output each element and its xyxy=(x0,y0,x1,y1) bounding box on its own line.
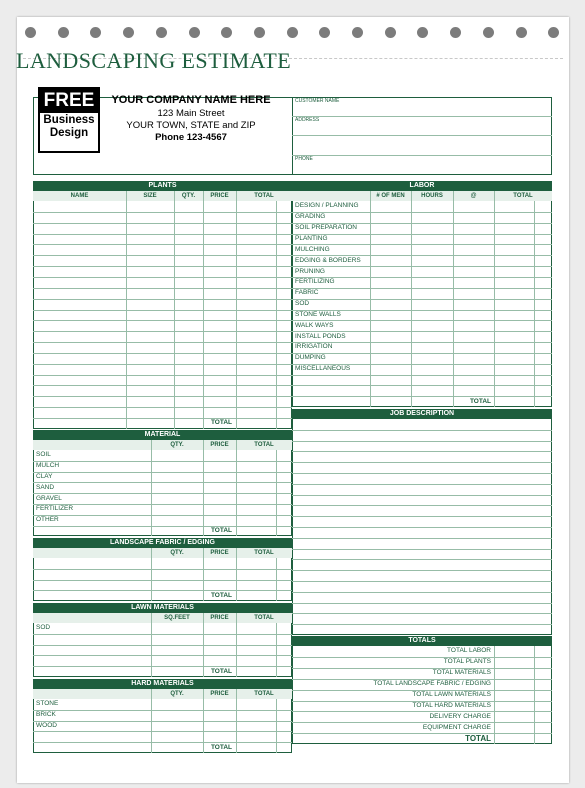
labor-row-line xyxy=(292,299,552,300)
material-column-header: PRICE xyxy=(210,442,229,448)
company-phone: Phone 123-4567 xyxy=(155,132,227,143)
job-description-line xyxy=(292,495,552,496)
material-row-line xyxy=(33,526,292,527)
fabric-title: LANDSCAPE FABRIC / EDGING xyxy=(33,538,292,548)
labor-total-label: TOTAL xyxy=(469,397,491,405)
company-street: 123 Main Street xyxy=(157,108,225,119)
plants-row-line xyxy=(33,385,292,386)
material-column-line xyxy=(203,440,204,536)
labor-item-label: SOD xyxy=(295,300,310,308)
material-row-line xyxy=(33,472,292,473)
labor-row-line xyxy=(292,396,552,397)
fabric-total-split xyxy=(276,558,277,601)
fabric-row-line xyxy=(33,580,292,581)
job-description-line xyxy=(292,484,552,485)
labor-item-label: STONE WALLS xyxy=(295,310,341,318)
labor-row-line xyxy=(292,212,552,213)
labor-column-header: @ xyxy=(470,193,477,199)
hard-column-header: QTY. xyxy=(170,691,184,697)
labor-item-label: INSTALL PONDS xyxy=(295,332,346,340)
lawn-total-label: TOTAL xyxy=(210,667,232,675)
labor-item-label: MULCHING xyxy=(295,245,330,253)
plants-section xyxy=(33,181,292,429)
logo-line-2: Design xyxy=(49,127,89,139)
plants-column-header: QTY. xyxy=(181,193,196,199)
plants-row-line xyxy=(33,375,292,376)
customer-name-label: CUSTOMER NAME xyxy=(295,98,340,104)
fabric-row-line xyxy=(33,590,292,591)
plants-row-line xyxy=(33,331,292,332)
hard-row-line xyxy=(33,721,292,722)
totals-item-label: TOTAL LABOR xyxy=(447,647,491,655)
binder-hole-icon xyxy=(90,27,101,38)
binder-hole-icon xyxy=(287,27,298,38)
binder-hole-icon xyxy=(319,27,330,38)
binder-hole-icon xyxy=(450,27,461,38)
totals-item-label: TOTAL HARD MATERIALS xyxy=(412,701,491,709)
customer-address-label: ADDRESS xyxy=(295,117,320,123)
binder-hole-icon xyxy=(221,27,232,38)
plants-title: PLANTS xyxy=(33,181,292,191)
grand-total-label: TOTAL xyxy=(465,733,491,743)
material-total-split xyxy=(276,450,277,536)
hard-item-label: STONE xyxy=(36,700,59,708)
logo-free-text: FREE xyxy=(40,89,98,113)
labor-item-label: WALK WAYS xyxy=(295,321,334,329)
material-item-label: GRAVEL xyxy=(36,494,62,502)
fabric-total-label: TOTAL xyxy=(210,591,232,599)
material-column-header: TOTAL xyxy=(254,442,274,448)
material-row-line xyxy=(33,493,292,494)
labor-row-line xyxy=(292,244,552,245)
hard-column-header: PRICE xyxy=(210,691,229,697)
job-description-line xyxy=(292,559,552,560)
job-description-line xyxy=(292,473,552,474)
plants-row-line xyxy=(33,234,292,235)
labor-item-label: PRUNING xyxy=(295,267,325,275)
fabric-column-header: PRICE xyxy=(210,550,229,556)
plants-row-line xyxy=(33,288,292,289)
labor-column-header: HOURS xyxy=(421,193,443,199)
hard-row-line xyxy=(33,742,292,743)
header-divider xyxy=(292,97,293,175)
lawn-item-label: SOD xyxy=(36,624,51,632)
binder-hole-icon xyxy=(548,27,559,38)
binder-hole-icon xyxy=(417,27,428,38)
totals-item-label: TOTAL LANDSCAPE FABRIC / EDGING xyxy=(373,680,491,688)
hard-total-label: TOTAL xyxy=(210,743,232,751)
material-row-line xyxy=(33,482,292,483)
customer-phone-label: PHONE xyxy=(295,156,313,162)
plants-row-line xyxy=(33,299,292,300)
plants-column-header: SIZE xyxy=(143,193,157,199)
binder-hole-icon xyxy=(189,27,200,38)
labor-row-line xyxy=(292,353,552,354)
plants-row-line xyxy=(33,342,292,343)
plants-row-line xyxy=(33,418,292,419)
lawn-row-line xyxy=(33,666,292,667)
binder-hole-icon xyxy=(58,27,69,38)
phone-field-line[interactable] xyxy=(292,155,552,156)
labor-row-line xyxy=(292,288,552,289)
job-description-line xyxy=(292,451,552,452)
labor-item-label: IRRIGATION xyxy=(295,343,333,351)
plants-row-line xyxy=(33,407,292,408)
plants-row-line xyxy=(33,310,292,311)
material-item-label: MULCH xyxy=(36,462,60,470)
hard-column-header: TOTAL xyxy=(254,691,274,697)
plants-row-line xyxy=(33,320,292,321)
labor-item-label: DUMPING xyxy=(295,354,326,362)
job-description-section xyxy=(292,409,552,635)
material-column-line xyxy=(151,440,152,536)
labor-item-label: PLANTING xyxy=(295,234,328,242)
lawn-title: LAWN MATERIALS xyxy=(33,603,292,613)
binder-hole-icon xyxy=(156,27,167,38)
hard-item-label: BRICK xyxy=(36,711,56,719)
material-item-label: SOIL xyxy=(36,451,51,459)
labor-title: LABOR xyxy=(292,181,552,191)
labor-item-label: FERTILIZING xyxy=(295,278,335,286)
material-item-label: OTHER xyxy=(36,516,59,524)
labor-item-label: EDGING & BORDERS xyxy=(295,256,361,264)
customer-field-line[interactable] xyxy=(292,116,552,117)
plants-row-line xyxy=(33,353,292,354)
job-description-line xyxy=(292,441,552,442)
totals-amount-line xyxy=(494,646,495,744)
labor-item-label: DESIGN / PLANNING xyxy=(295,202,359,210)
company-logo xyxy=(38,87,100,153)
plants-row-line xyxy=(33,255,292,256)
binder-hole-icon xyxy=(516,27,527,38)
labor-column-header: TOTAL xyxy=(513,193,533,199)
material-title: MATERIAL xyxy=(33,430,292,440)
material-item-label: FERTILIZER xyxy=(36,505,74,513)
job-description-line xyxy=(292,603,552,604)
material-total-label: TOTAL xyxy=(210,527,232,534)
job-description-line xyxy=(292,549,552,550)
job-description-line xyxy=(292,613,552,614)
plants-row-line xyxy=(33,266,292,267)
lawn-column-header: PRICE xyxy=(210,615,229,621)
address-field-line[interactable] xyxy=(292,135,552,136)
plants-row-line xyxy=(33,223,292,224)
material-column-line xyxy=(236,440,237,536)
labor-column-header: # OF MEN xyxy=(376,193,405,199)
job-description-line xyxy=(292,624,552,625)
hard-total-split xyxy=(276,699,277,753)
job-description-line xyxy=(292,527,552,528)
logo-business-design xyxy=(40,114,98,140)
plants-row-line xyxy=(33,244,292,245)
form-title: LANDSCAPING ESTIMATE xyxy=(16,48,292,73)
company-name: YOUR COMPANY NAME HERE xyxy=(111,94,271,106)
plants-column-header: NAME xyxy=(70,193,89,199)
totals-title: TOTALS xyxy=(292,636,552,646)
labor-row-line xyxy=(292,234,552,235)
material-row-line xyxy=(33,515,292,516)
job-description-line xyxy=(292,538,552,539)
plants-column-header: PRICE xyxy=(210,193,229,199)
totals-item-label: TOTAL PLANTS xyxy=(443,658,491,666)
binder-hole-icon xyxy=(483,27,494,38)
totals-cents-line xyxy=(534,646,535,744)
fabric-column-header: QTY. xyxy=(170,550,184,556)
labor-row-line xyxy=(292,375,552,376)
plants-row-line xyxy=(33,277,292,278)
hard-row-line xyxy=(33,731,292,732)
labor-item-label: MISCELLANEOUS xyxy=(295,365,351,373)
totals-item-label: TOTAL LAWN MATERIALS xyxy=(412,691,491,699)
company-info xyxy=(106,94,276,144)
labor-item-label: SOIL PREPARATION xyxy=(295,224,358,232)
plants-total-label: TOTAL xyxy=(210,419,232,427)
totals-item-label: EQUIPMENT CHARGE xyxy=(422,723,491,731)
totals-item-label: TOTAL MATERIALS xyxy=(432,669,491,677)
material-column-header: QTY. xyxy=(170,442,184,448)
binder-hole-icon xyxy=(352,27,363,38)
binder-hole-icon xyxy=(254,27,265,38)
plants-row-line xyxy=(33,212,292,213)
lawn-total-split xyxy=(276,623,277,677)
hard-row-line xyxy=(33,710,292,711)
job-description-line xyxy=(292,430,552,431)
fabric-row-line xyxy=(33,569,292,570)
fabric-column-header: TOTAL xyxy=(254,550,274,556)
lawn-column-header: TOTAL xyxy=(254,615,274,621)
logo-line-1: Business xyxy=(43,114,95,126)
labor-item-label: FABRIC xyxy=(295,289,319,297)
lawn-row-line xyxy=(33,655,292,656)
labor-row-line xyxy=(292,385,552,386)
labor-row-line xyxy=(292,266,552,267)
material-item-label: SAND xyxy=(36,483,55,491)
job-description-line xyxy=(292,592,552,593)
job-description-line xyxy=(292,516,552,517)
hard-item-label: WOOD xyxy=(36,722,57,729)
job-description-title: JOB DESCRIPTION xyxy=(292,409,552,419)
plants-column-header: TOTAL xyxy=(254,193,274,199)
company-city: YOUR TOWN, STATE and ZIP xyxy=(126,120,256,131)
binder-hole-icon xyxy=(25,27,36,38)
labor-item-label: GRADING xyxy=(295,213,326,221)
job-description-line xyxy=(292,581,552,582)
binder-hole-icon xyxy=(123,27,134,38)
job-description-line xyxy=(292,505,552,506)
binder-holes xyxy=(17,27,569,39)
material-item-label: CLAY xyxy=(36,473,53,480)
lawn-column-header: SQ.FEET xyxy=(164,615,190,621)
hard-title: HARD MATERIALS xyxy=(33,679,292,689)
plants-total-split xyxy=(276,201,277,429)
plants-row-line xyxy=(33,364,292,365)
totals-item-label: DELIVERY CHARGE xyxy=(429,712,491,720)
labor-total-split xyxy=(534,201,535,407)
plants-row-line xyxy=(33,396,292,397)
material-row-line xyxy=(33,461,292,462)
job-description-line xyxy=(292,570,552,571)
binder-hole-icon xyxy=(385,27,396,38)
lawn-row-line xyxy=(33,634,292,635)
job-description-line xyxy=(292,462,552,463)
lawn-row-line xyxy=(33,645,292,646)
